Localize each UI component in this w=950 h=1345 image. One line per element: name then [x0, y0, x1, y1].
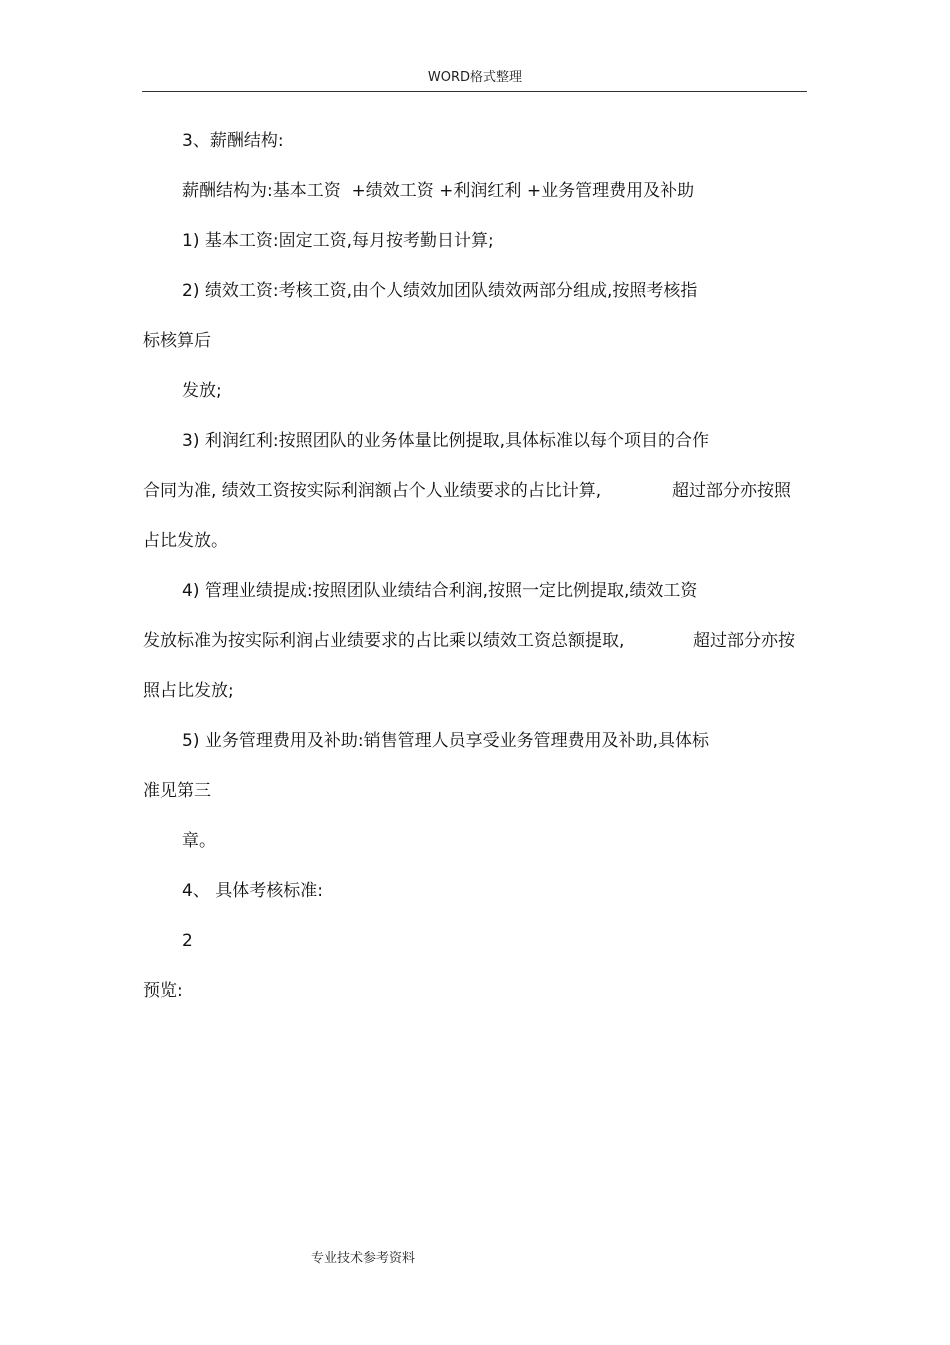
- list-item-management-expenses-end: 章。: [182, 831, 216, 851]
- list-item-profit-bonus: 3) 利润红利:按照团队的业务体量比例提取,具体标准以每个项目的合作: [182, 431, 709, 451]
- list-item-management-commission-cont: 发放标准为按实际利润占业绩要求的占比乘以绩效工资总额提取,: [143, 631, 625, 651]
- list-item-performance-salary-end: 发放;: [182, 381, 222, 401]
- list-item-management-commission: 4) 管理业绩提成:按照团队业绩结合利润,按照一定比例提取,绩效工资: [182, 581, 698, 601]
- page-header-title: WORD格式整理: [427, 70, 523, 85]
- preview-label: 预览:: [143, 981, 183, 1001]
- list-item-base-salary: 1) 基本工资:固定工资,每月按考勤日计算;: [182, 231, 494, 251]
- list-item-management-expenses: 5) 业务管理费用及补助:销售管理人员享受业务管理费用及补助,具体标: [182, 731, 709, 751]
- list-item-profit-bonus-end: 占比发放。: [143, 531, 228, 551]
- header-divider: [142, 91, 807, 92]
- list-item-management-commission-cont-right: 超过部分亦按: [693, 631, 795, 651]
- page-number: 2: [182, 931, 193, 951]
- list-item-profit-bonus-cont-right: 超过部分亦按照: [672, 481, 791, 501]
- list-item-performance-salary-cont: 标核算后: [143, 331, 211, 351]
- list-item-performance-salary: 2) 绩效工资:考核工资,由个人绩效加团队绩效两部分组成,按照考核指: [182, 281, 698, 301]
- list-item-management-expenses-cont: 准见第三: [143, 781, 211, 801]
- section-heading-assessment-standards: 4、 具体考核标准:: [182, 881, 323, 901]
- list-item-profit-bonus-cont: 合同为准, 绩效工资按实际利润额占个人业绩要求的占比计算,: [143, 481, 602, 501]
- paragraph-salary-formula: 薪酬结构为:基本工资 +绩效工资 +利润红利 +业务管理费用及补助: [182, 181, 695, 201]
- list-item-management-commission-end: 照占比发放;: [143, 681, 234, 701]
- page-footer-text: 专业技术参考资料: [311, 1251, 416, 1266]
- section-heading-salary-structure: 3、薪酬结构:: [182, 131, 284, 151]
